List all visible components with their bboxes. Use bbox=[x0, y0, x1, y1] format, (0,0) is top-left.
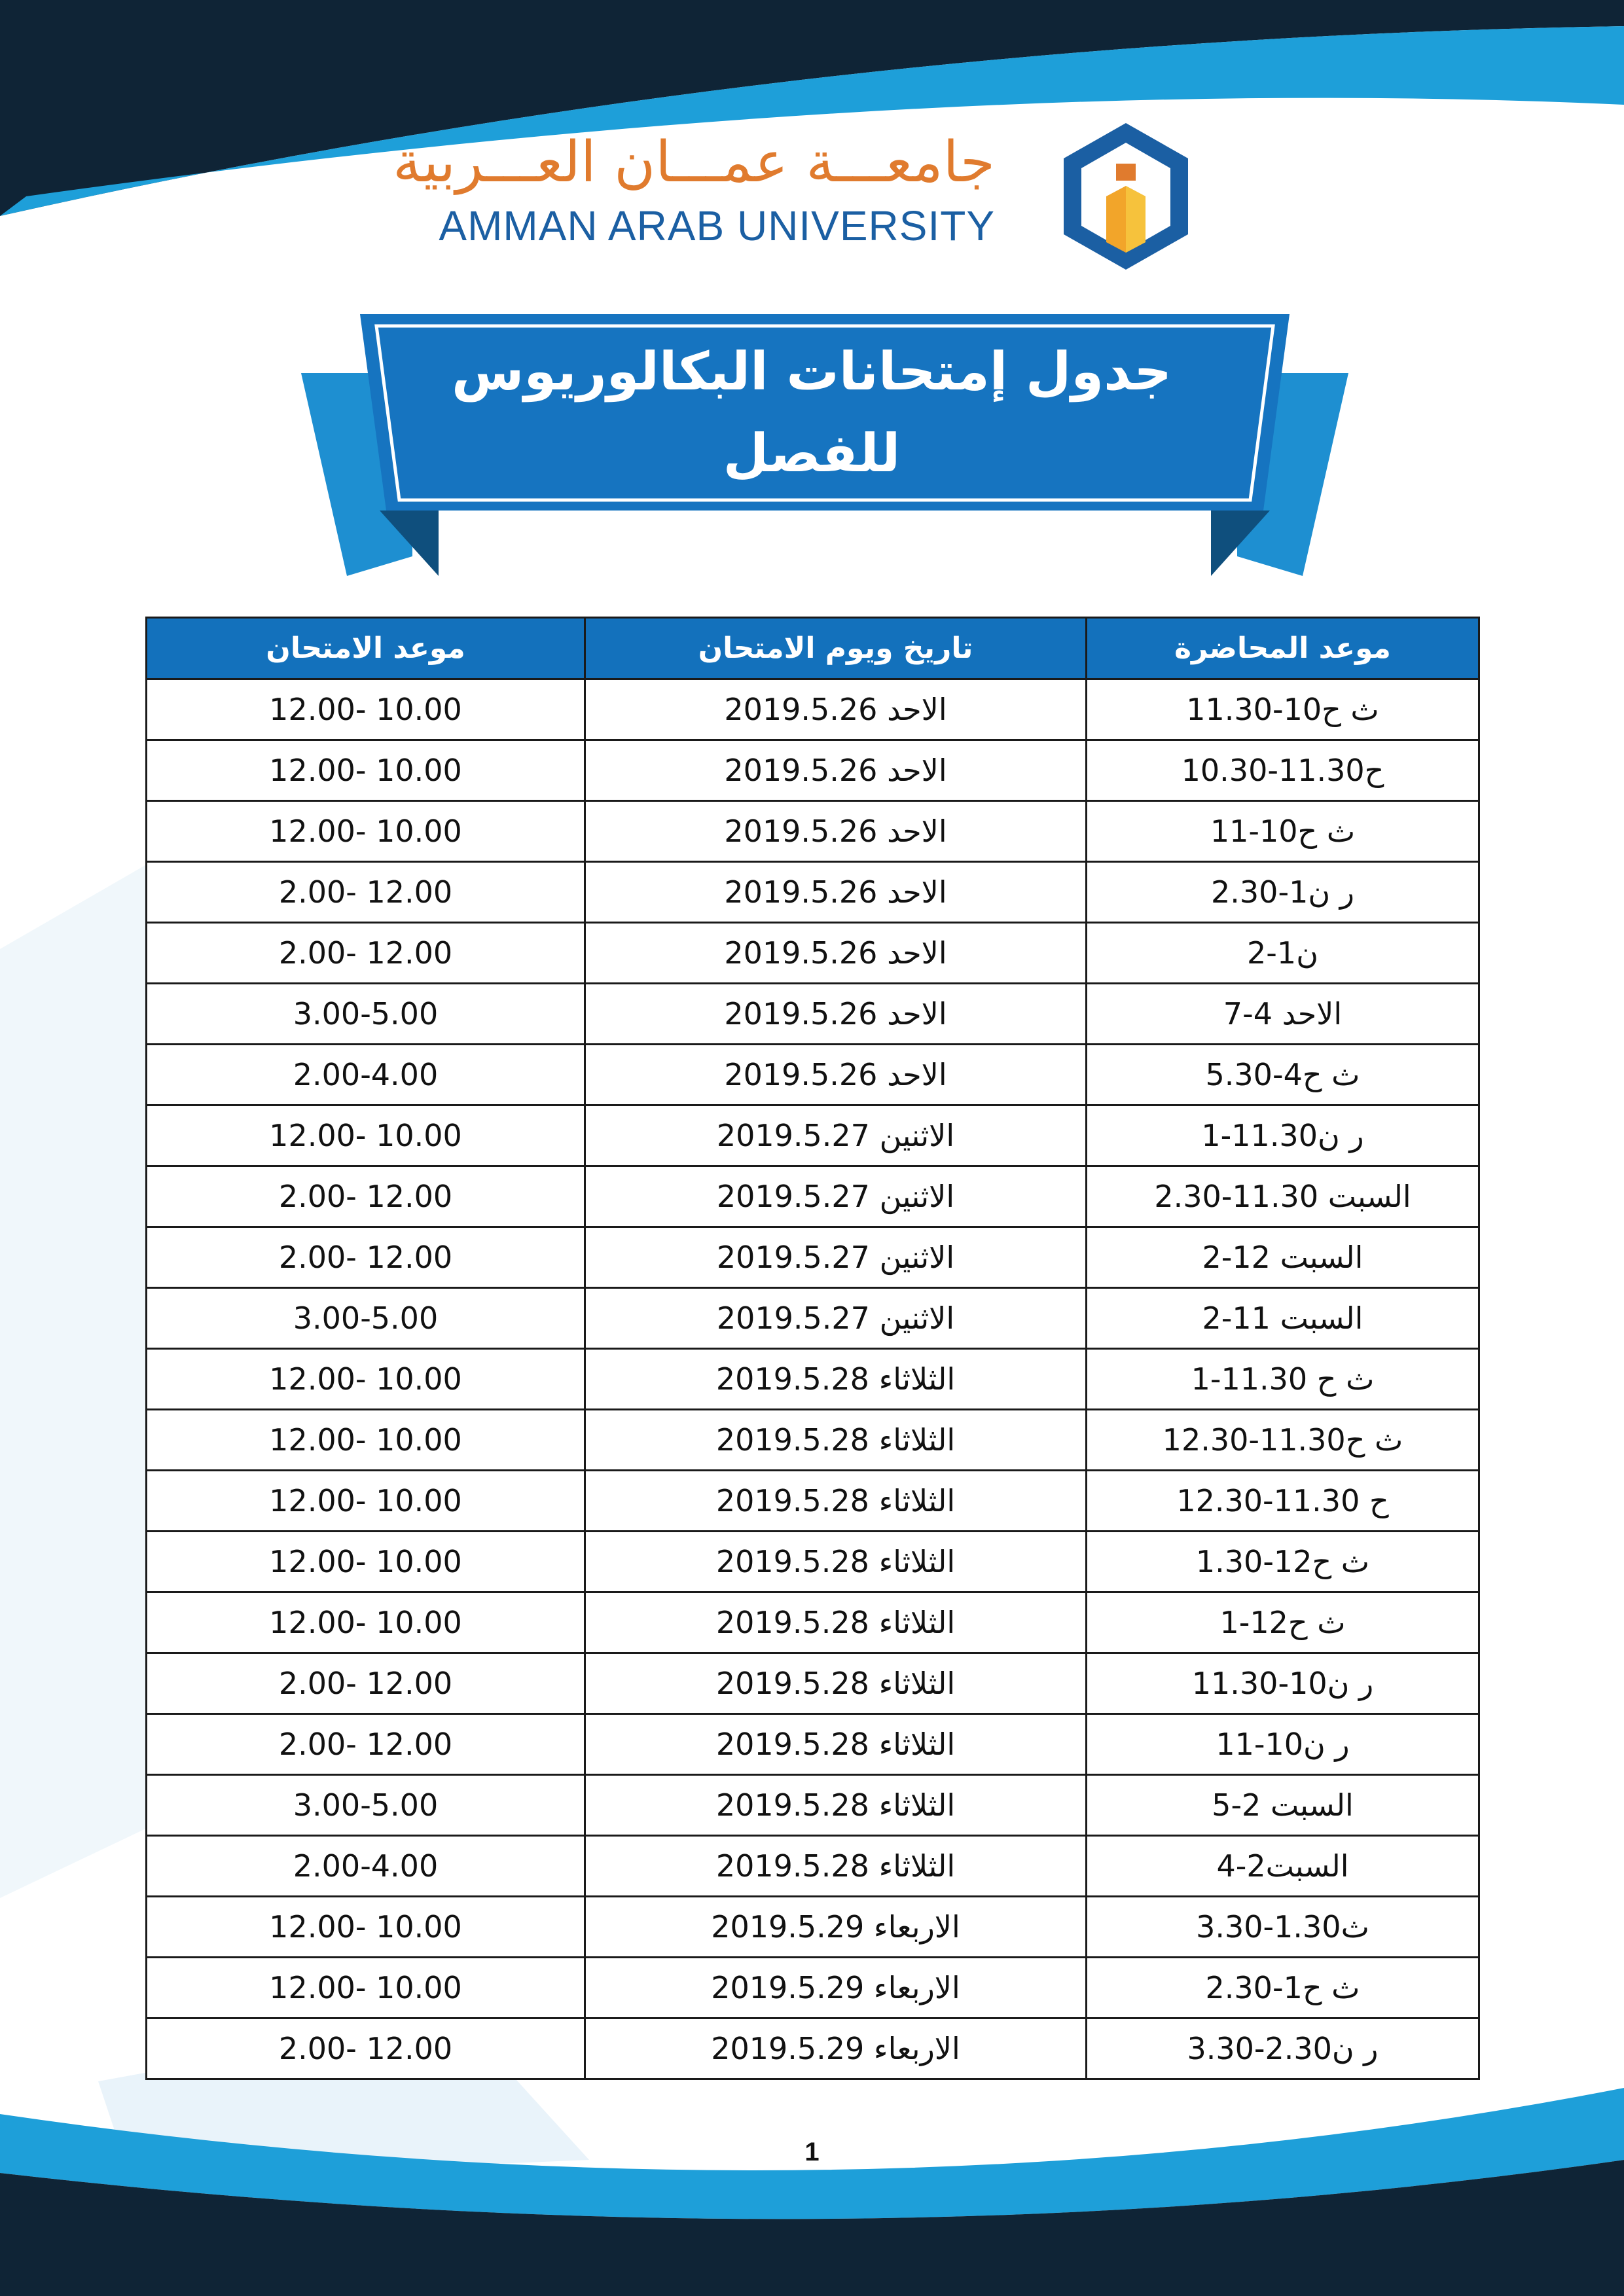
lecture-time-cell: الاحد 4-7 bbox=[1087, 984, 1479, 1045]
lecture-time-cell: ن1-2 bbox=[1087, 923, 1479, 984]
exam-time-cell: 2.00-4.00 bbox=[147, 1836, 585, 1897]
exam-time-cell: 10.00 -12.00 bbox=[147, 1592, 585, 1653]
lecture-time-cell: ث ح12-1 bbox=[1087, 1592, 1479, 1653]
table-row bbox=[147, 740, 1479, 801]
page-number: 1 bbox=[804, 2138, 820, 2166]
exam-date-cell: الثلاثاء 2019.5.28 bbox=[585, 1836, 1087, 1897]
exam-date-cell: الاثنين 2019.5.27 bbox=[585, 1166, 1087, 1227]
title-line-2: الدراسي الثاني 2018-2019 bbox=[450, 505, 1173, 565]
header-exam-time: موعد الامتحان bbox=[147, 618, 585, 679]
exam-time-cell: 3.00-5.00 bbox=[147, 1775, 585, 1836]
table-row bbox=[147, 862, 1479, 923]
table-row bbox=[147, 1836, 1479, 1897]
table-row bbox=[147, 1897, 1479, 1958]
table-row bbox=[147, 1653, 1479, 1714]
table-row bbox=[147, 1714, 1479, 1775]
lecture-time-cell: السبت 11.30-2.30 bbox=[1087, 1166, 1479, 1227]
exam-date-cell: الاحد 2019.5.26 bbox=[585, 740, 1087, 801]
exam-schedule-table bbox=[145, 617, 1480, 2080]
university-name-english: AMMAN ARAB UNIVERSITY bbox=[439, 202, 995, 249]
table-row bbox=[147, 1045, 1479, 1105]
table-row bbox=[147, 801, 1479, 862]
lecture-time-cell: ح11.30-10.30 bbox=[1087, 740, 1479, 801]
lecture-time-cell: ث1.30-3.30 bbox=[1087, 1897, 1479, 1958]
exam-date-cell: الاثنين 2019.5.27 bbox=[585, 1288, 1087, 1349]
table-row bbox=[147, 1105, 1479, 1166]
university-emblem-icon bbox=[1054, 118, 1198, 275]
table-row bbox=[147, 1410, 1479, 1471]
exam-time-cell: 10.00 -12.00 bbox=[147, 1105, 585, 1166]
table-row bbox=[147, 923, 1479, 984]
exam-time-cell: 10.00 -12.00 bbox=[147, 1958, 585, 2018]
table-row bbox=[147, 1166, 1479, 1227]
table-row bbox=[147, 1471, 1479, 1532]
lecture-time-cell: ح 11.30-12.30 bbox=[1087, 1471, 1479, 1532]
lecture-time-cell: السبت 2-5 bbox=[1087, 1775, 1479, 1836]
table-row bbox=[147, 1958, 1479, 2018]
lecture-time-cell: ث ح12-1.30 bbox=[1087, 1532, 1479, 1592]
exam-time-cell: 10.00 -12.00 bbox=[147, 1897, 585, 1958]
lecture-time-cell: ر ن10-11 bbox=[1087, 1714, 1479, 1775]
lecture-time-cell: ث ح11.30-12.30 bbox=[1087, 1410, 1479, 1471]
table-row bbox=[147, 1288, 1479, 1349]
exam-time-cell: 12.00 -2.00 bbox=[147, 1653, 585, 1714]
lecture-time-cell: ث ح10-11.30 bbox=[1087, 679, 1479, 740]
exam-date-cell: الثلاثاء 2019.5.28 bbox=[585, 1714, 1087, 1775]
header-lecture-time: موعد المحاضرة bbox=[1087, 618, 1479, 679]
title-line-1: جدول إمتحانات البكالوريوس للفصل bbox=[452, 341, 1172, 484]
exam-date-cell: الاحد 2019.5.26 bbox=[585, 679, 1087, 740]
table-row bbox=[147, 2018, 1479, 2079]
lecture-time-cell: ر ن11.30-1 bbox=[1087, 1105, 1479, 1166]
lecture-time-cell: السبت 11-2 bbox=[1087, 1288, 1479, 1349]
exam-time-cell: 12.00 -2.00 bbox=[147, 1227, 585, 1288]
exam-time-cell: 12.00 -2.00 bbox=[147, 923, 585, 984]
exam-date-cell: الثلاثاء 2019.5.28 bbox=[585, 1471, 1087, 1532]
exam-date-cell: الاحد 2019.5.26 bbox=[585, 801, 1087, 862]
table-row bbox=[147, 1532, 1479, 1592]
table-header-row bbox=[147, 618, 1479, 679]
lecture-time-cell: ر ن2.30-3.30 bbox=[1087, 2018, 1479, 2079]
exam-date-cell: الاحد 2019.5.26 bbox=[585, 923, 1087, 984]
exam-date-cell: الاثنين 2019.5.27 bbox=[585, 1105, 1087, 1166]
lecture-time-cell: ر ن10-11.30 bbox=[1087, 1653, 1479, 1714]
header-exam-date: تاريخ ويوم الامتحان bbox=[585, 618, 1087, 679]
lecture-time-cell: ث ح10-11 bbox=[1087, 801, 1479, 862]
exam-time-cell: 10.00 -12.00 bbox=[147, 801, 585, 862]
exam-time-cell: 10.00 -12.00 bbox=[147, 740, 585, 801]
exam-date-cell: الاحد 2019.5.26 bbox=[585, 984, 1087, 1045]
exam-time-cell: 12.00 -2.00 bbox=[147, 1166, 585, 1227]
exam-time-cell: 10.00 -12.00 bbox=[147, 1532, 585, 1592]
university-name-arabic: جامعـــة عمـــان العـــربية bbox=[393, 130, 995, 195]
exam-date-cell: الثلاثاء 2019.5.28 bbox=[585, 1592, 1087, 1653]
exam-date-cell: الاربعاء 2019.5.29 bbox=[585, 1958, 1087, 2018]
exam-time-cell: 3.00-5.00 bbox=[147, 984, 585, 1045]
table-row bbox=[147, 1775, 1479, 1836]
table-body bbox=[147, 679, 1479, 2079]
exam-date-cell: الثلاثاء 2019.5.28 bbox=[585, 1653, 1087, 1714]
table-row bbox=[147, 679, 1479, 740]
exam-date-cell: الاربعاء 2019.5.29 bbox=[585, 1897, 1087, 1958]
exam-time-cell: 3.00-5.00 bbox=[147, 1288, 585, 1349]
exam-date-cell: الاربعاء 2019.5.29 bbox=[585, 2018, 1087, 2079]
lecture-time-cell: ث ح1-2.30 bbox=[1087, 1958, 1479, 2018]
exam-time-cell: 10.00 -12.00 bbox=[147, 1471, 585, 1532]
exam-time-cell: 2.00-4.00 bbox=[147, 1045, 585, 1105]
exam-date-cell: الاحد 2019.5.26 bbox=[585, 1045, 1087, 1105]
lecture-time-cell: ث ح 11.30-1 bbox=[1087, 1349, 1479, 1410]
table-row bbox=[147, 1227, 1479, 1288]
page-title bbox=[380, 331, 1244, 565]
exam-time-cell: 12.00 -2.00 bbox=[147, 2018, 585, 2079]
table-row bbox=[147, 984, 1479, 1045]
exam-date-cell: الثلاثاء 2019.5.28 bbox=[585, 1349, 1087, 1410]
exam-time-cell: 10.00 -12.00 bbox=[147, 1349, 585, 1410]
exam-time-cell: 10.00 -12.00 bbox=[147, 1410, 585, 1471]
lecture-time-cell: ث ح4-5.30 bbox=[1087, 1045, 1479, 1105]
exam-date-cell: الثلاثاء 2019.5.28 bbox=[585, 1532, 1087, 1592]
table-row bbox=[147, 1349, 1479, 1410]
exam-date-cell: الثلاثاء 2019.5.28 bbox=[585, 1775, 1087, 1836]
exam-date-cell: الثلاثاء 2019.5.28 bbox=[585, 1410, 1087, 1471]
lecture-time-cell: ر ن1-2.30 bbox=[1087, 862, 1479, 923]
table-row bbox=[147, 1592, 1479, 1653]
exam-date-cell: الاثنين 2019.5.27 bbox=[585, 1227, 1087, 1288]
exam-time-cell: 12.00 -2.00 bbox=[147, 862, 585, 923]
exam-date-cell: الاحد 2019.5.26 bbox=[585, 862, 1087, 923]
lecture-time-cell: السبت 12-2 bbox=[1087, 1227, 1479, 1288]
exam-time-cell: 10.00 -12.00 bbox=[147, 679, 585, 740]
exam-time-cell: 12.00 -2.00 bbox=[147, 1714, 585, 1775]
university-logo bbox=[393, 118, 1198, 275]
lecture-time-cell: السبت2-4 bbox=[1087, 1836, 1479, 1897]
